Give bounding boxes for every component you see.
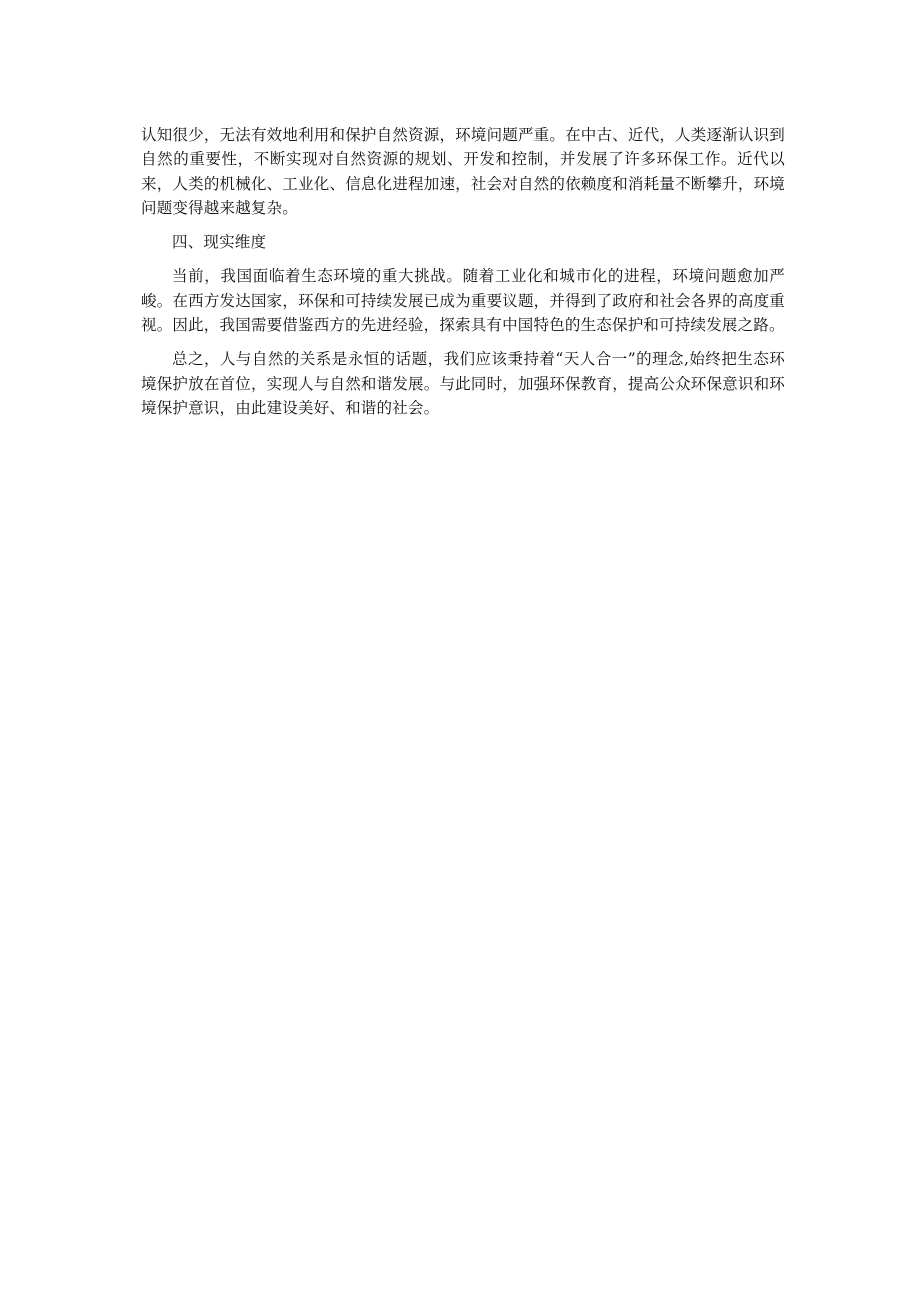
section-heading: 四、现实维度: [172, 233, 267, 252]
paragraph-reality: 当前，我国面临着生态环境的重大挑战。随着工业化和城市化的进程，环境问题愈加严峻。在西方发达国家，环保和可持续发展已成为重要议题，并得到了政府和社会各界的高度重视。因此，我国需要借鉴西方的先进经验，探索具有中国特色的生态保护和可持续发展之路。: [141, 267, 785, 335]
document-body: [141, 123, 785, 430]
paragraph-continuation: 认知很少，无法有效地利用和保护自然资源，环境问题严重。在中古、近代，人类逐渐认识到自然的重要性，不断实现对自然资源的规划、开发和控制，并发展了许多环保工作。近代以来，人类的机械化、工业化、信息化进程加速，社会对自然的依赖度和消耗量不断攀升，环境问题变得越来越复杂。: [141, 126, 785, 217]
paragraph-conclusion: 总之，人与自然的关系是永恒的话题，我们应该秉持着“天人合一”的理念,始终把生态环境保护放在首位，实现人与自然和谐发展。与此同时，加强环保教育，提高公众环保意识和环境保护意识，由此建设美好、和谐的社会。: [141, 350, 785, 417]
